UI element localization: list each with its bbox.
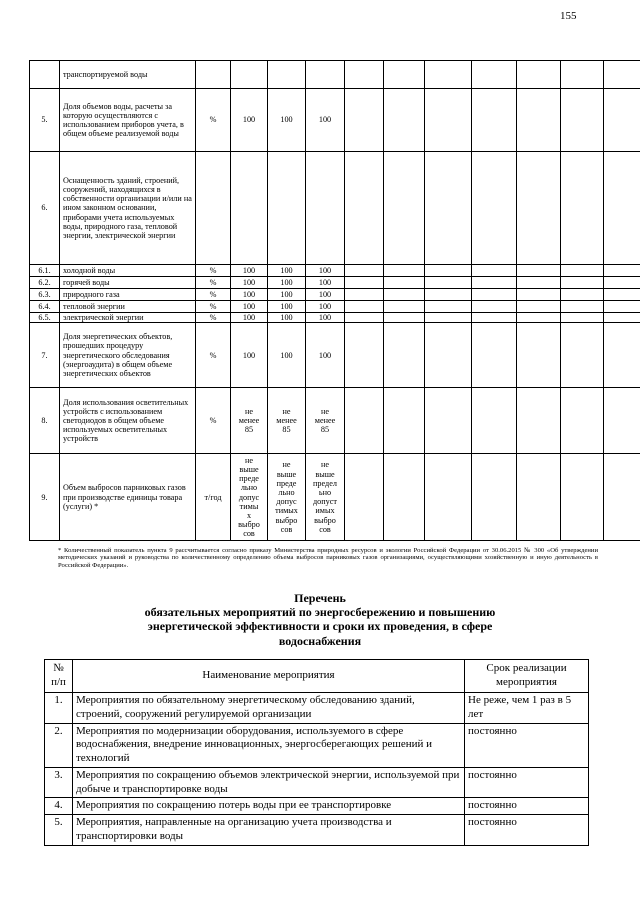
empty-cell [345, 323, 384, 388]
empty-cell [517, 323, 561, 388]
indicator-name: Оснащенность зданий, строений, сооружений, находящихся в собственности организации и/или на ином законном основании, приборами учета используемых воды, природного газа, тепловой энергии, электрической энергии [60, 152, 196, 265]
measure-name: Мероприятия, направленные на организацию учета производства и транспортировки воды [73, 815, 465, 846]
value-cell: 100 [306, 313, 345, 323]
table-row [30, 454, 640, 541]
empty-cell [517, 454, 561, 541]
empty-cell [561, 61, 604, 89]
row-number: 6.2. [30, 277, 60, 289]
value-cell [231, 61, 268, 89]
value-cell [306, 152, 345, 265]
value-cell: 100 [231, 313, 268, 323]
empty-cell [604, 454, 640, 541]
unit-cell: % [196, 277, 231, 289]
empty-cell [561, 388, 604, 454]
empty-cell [345, 289, 384, 301]
table-row [45, 767, 589, 798]
value-cell: 100 [306, 301, 345, 313]
measure-deadline: Не реже, чем 1 раз в 5 лет [465, 693, 589, 724]
empty-cell [425, 89, 472, 152]
empty-cell [425, 265, 472, 277]
header-name: Наименование мероприятия [73, 660, 465, 693]
indicator-name: природного газа [60, 289, 196, 301]
measure-number: 5. [45, 815, 73, 846]
row-number: 9. [30, 454, 60, 541]
empty-cell [384, 388, 425, 454]
measure-number: 3. [45, 767, 73, 798]
empty-cell [425, 323, 472, 388]
empty-cell [604, 152, 640, 265]
value-cell: 100 [306, 289, 345, 301]
unit-cell: % [196, 301, 231, 313]
empty-cell [604, 61, 640, 89]
row-number [30, 61, 60, 89]
row-number: 6.1. [30, 265, 60, 277]
indicator-name: Объем выбросов парниковых газов при производстве единицы товара (услуги) * [60, 454, 196, 541]
value-cell: не выше предельно допустимых выбросов [306, 454, 345, 541]
empty-cell [472, 61, 517, 89]
empty-cell [561, 454, 604, 541]
row-number: 7. [30, 323, 60, 388]
empty-cell [345, 265, 384, 277]
measure-name: Мероприятия по обязательному энергетическому обследованию зданий, строений, сооружений регулируемой организации [73, 693, 465, 724]
value-cell: 100 [268, 265, 306, 277]
measure-number: 4. [45, 798, 73, 815]
empty-cell [384, 61, 425, 89]
empty-cell [345, 388, 384, 454]
value-cell: 100 [231, 89, 268, 152]
empty-cell [561, 289, 604, 301]
table-row [30, 89, 640, 152]
table-row [30, 301, 640, 313]
table-row [30, 289, 640, 301]
empty-cell [604, 289, 640, 301]
table-row [30, 152, 640, 265]
unit-cell: % [196, 388, 231, 454]
indicator-name: Доля использования осветительных устройств с использованием светодиодов в общем объеме используемых осветительных устройств [60, 388, 196, 454]
list-subtitle: обязательных мероприятий по энергосбережению и повышению энергетической эффективности и сроки их проведения, в сфере водоснабжения [144, 605, 496, 648]
indicator-name: электрической энергии [60, 313, 196, 323]
measure-name: Мероприятия по модернизации оборудования, используемого в сфере водоснабжения, внедрение инновационных, энергосберегающих решений и технологий [73, 723, 465, 767]
empty-cell [384, 152, 425, 265]
list-title: Перечень [294, 591, 346, 605]
unit-cell: % [196, 89, 231, 152]
empty-cell [561, 301, 604, 313]
empty-cell [384, 277, 425, 289]
measure-deadline: постоянно [465, 798, 589, 815]
value-cell: не выше предельно допустимых выбросов [268, 454, 306, 541]
value-cell [268, 152, 306, 265]
value-cell: 100 [268, 89, 306, 152]
measure-name: Мероприятия по сокращению потерь воды при ее транспортировке [73, 798, 465, 815]
table-row [45, 815, 589, 846]
value-cell: не менее 85 [231, 388, 268, 454]
empty-cell [517, 301, 561, 313]
empty-cell [517, 313, 561, 323]
empty-cell [472, 89, 517, 152]
empty-cell [345, 152, 384, 265]
row-number: 6.3. [30, 289, 60, 301]
value-cell [268, 61, 306, 89]
empty-cell [384, 301, 425, 313]
empty-cell [561, 152, 604, 265]
value-cell: не менее 85 [268, 388, 306, 454]
empty-cell [472, 301, 517, 313]
empty-cell [345, 454, 384, 541]
empty-cell [345, 313, 384, 323]
empty-cell [517, 277, 561, 289]
unit-cell [196, 152, 231, 265]
value-cell: 100 [231, 277, 268, 289]
value-cell: 100 [231, 289, 268, 301]
empty-cell [561, 277, 604, 289]
indicators-table [29, 60, 640, 541]
row-number: 5. [30, 89, 60, 152]
empty-cell [517, 61, 561, 89]
empty-cell [345, 301, 384, 313]
empty-cell [384, 89, 425, 152]
empty-cell [604, 323, 640, 388]
header-num: № п/п [45, 660, 73, 693]
empty-cell [384, 265, 425, 277]
empty-cell [517, 388, 561, 454]
value-cell: 100 [306, 89, 345, 152]
empty-cell [384, 289, 425, 301]
empty-cell [604, 313, 640, 323]
empty-cell [561, 323, 604, 388]
unit-cell: % [196, 313, 231, 323]
measure-name: Мероприятия по сокращению объемов электрической энергии, используемой при добыче и транспортировке воды [73, 767, 465, 798]
value-cell: 100 [306, 265, 345, 277]
value-cell: не выше предельно допустимых выбросов [231, 454, 268, 541]
value-cell: 100 [231, 301, 268, 313]
row-number: 8. [30, 388, 60, 454]
table-row [30, 265, 640, 277]
empty-cell [425, 301, 472, 313]
unit-cell: т/год [196, 454, 231, 541]
empty-cell [384, 323, 425, 388]
table-row [45, 693, 589, 724]
value-cell: 100 [268, 277, 306, 289]
table-row [30, 313, 640, 323]
row-number: 6.5. [30, 313, 60, 323]
value-cell: 100 [268, 323, 306, 388]
table-row [30, 61, 640, 89]
value-cell: не менее 85 [306, 388, 345, 454]
value-cell: 100 [231, 323, 268, 388]
measure-deadline: постоянно [465, 723, 589, 767]
table-row [45, 798, 589, 815]
empty-cell [472, 313, 517, 323]
empty-cell [604, 388, 640, 454]
indicator-name: Доля энергетических объектов, прошедших процедуру энергетического обследования (энергоаудита) в общем объеме энергетических объектов [60, 323, 196, 388]
unit-cell: % [196, 265, 231, 277]
empty-cell [561, 313, 604, 323]
measure-deadline: постоянно [465, 815, 589, 846]
empty-cell [517, 289, 561, 301]
indicator-name: Доля объемов воды, расчеты за которую осуществляются с использованием приборов учета, в общем объеме реализуемой воды [60, 89, 196, 152]
measure-number: 1. [45, 693, 73, 724]
unit-cell: % [196, 323, 231, 388]
empty-cell [472, 152, 517, 265]
empty-cell [561, 265, 604, 277]
table-row [45, 723, 589, 767]
empty-cell [425, 454, 472, 541]
indicator-name: горячей воды [60, 277, 196, 289]
empty-cell [425, 61, 472, 89]
empty-cell [604, 277, 640, 289]
table-row [30, 323, 640, 388]
empty-cell [604, 265, 640, 277]
measure-number: 2. [45, 723, 73, 767]
empty-cell [425, 388, 472, 454]
empty-cell [472, 265, 517, 277]
empty-cell [345, 277, 384, 289]
empty-cell [517, 89, 561, 152]
page-number: 155 [560, 10, 577, 22]
measures-table [44, 659, 589, 846]
measure-deadline: постоянно [465, 767, 589, 798]
value-cell [306, 61, 345, 89]
value-cell: 100 [268, 313, 306, 323]
value-cell: 100 [268, 301, 306, 313]
empty-cell [425, 277, 472, 289]
empty-cell [517, 265, 561, 277]
value-cell: 100 [306, 323, 345, 388]
indicator-name: тепловой энергии [60, 301, 196, 313]
value-cell: 100 [268, 289, 306, 301]
unit-cell: % [196, 289, 231, 301]
table-row [30, 388, 640, 454]
empty-cell [561, 89, 604, 152]
empty-cell [472, 277, 517, 289]
empty-cell [425, 289, 472, 301]
empty-cell [472, 289, 517, 301]
empty-cell [384, 313, 425, 323]
unit-cell [196, 61, 231, 89]
empty-cell [604, 301, 640, 313]
measures-header-row [45, 660, 589, 693]
row-number: 6. [30, 152, 60, 265]
value-cell [231, 152, 268, 265]
empty-cell [425, 152, 472, 265]
empty-cell [345, 61, 384, 89]
empty-cell [345, 89, 384, 152]
row-number: 6.4. [30, 301, 60, 313]
empty-cell [472, 323, 517, 388]
empty-cell [472, 388, 517, 454]
indicator-name: холодной воды [60, 265, 196, 277]
empty-cell [517, 152, 561, 265]
table-row [30, 277, 640, 289]
footnote: * Количественный показатель пункта 9 рассчитывается согласно приказу Министерства природных ресурсов и экологии Российской Федерации от 30.06.2015 № 300 «Об утверждении методических указаний и руководства по количественному определению объема выбросов парниковых газов организациями, осуществляющими хозяйственную и иную деятельность в Российской Федерации». [58, 547, 598, 569]
value-cell: 100 [231, 265, 268, 277]
empty-cell [425, 313, 472, 323]
empty-cell [384, 454, 425, 541]
empty-cell [472, 454, 517, 541]
header-deadline: Срок реализации мероприятия [465, 660, 589, 693]
empty-cell [604, 89, 640, 152]
indicator-name: транспортируемой воды [60, 61, 196, 89]
value-cell: 100 [306, 277, 345, 289]
